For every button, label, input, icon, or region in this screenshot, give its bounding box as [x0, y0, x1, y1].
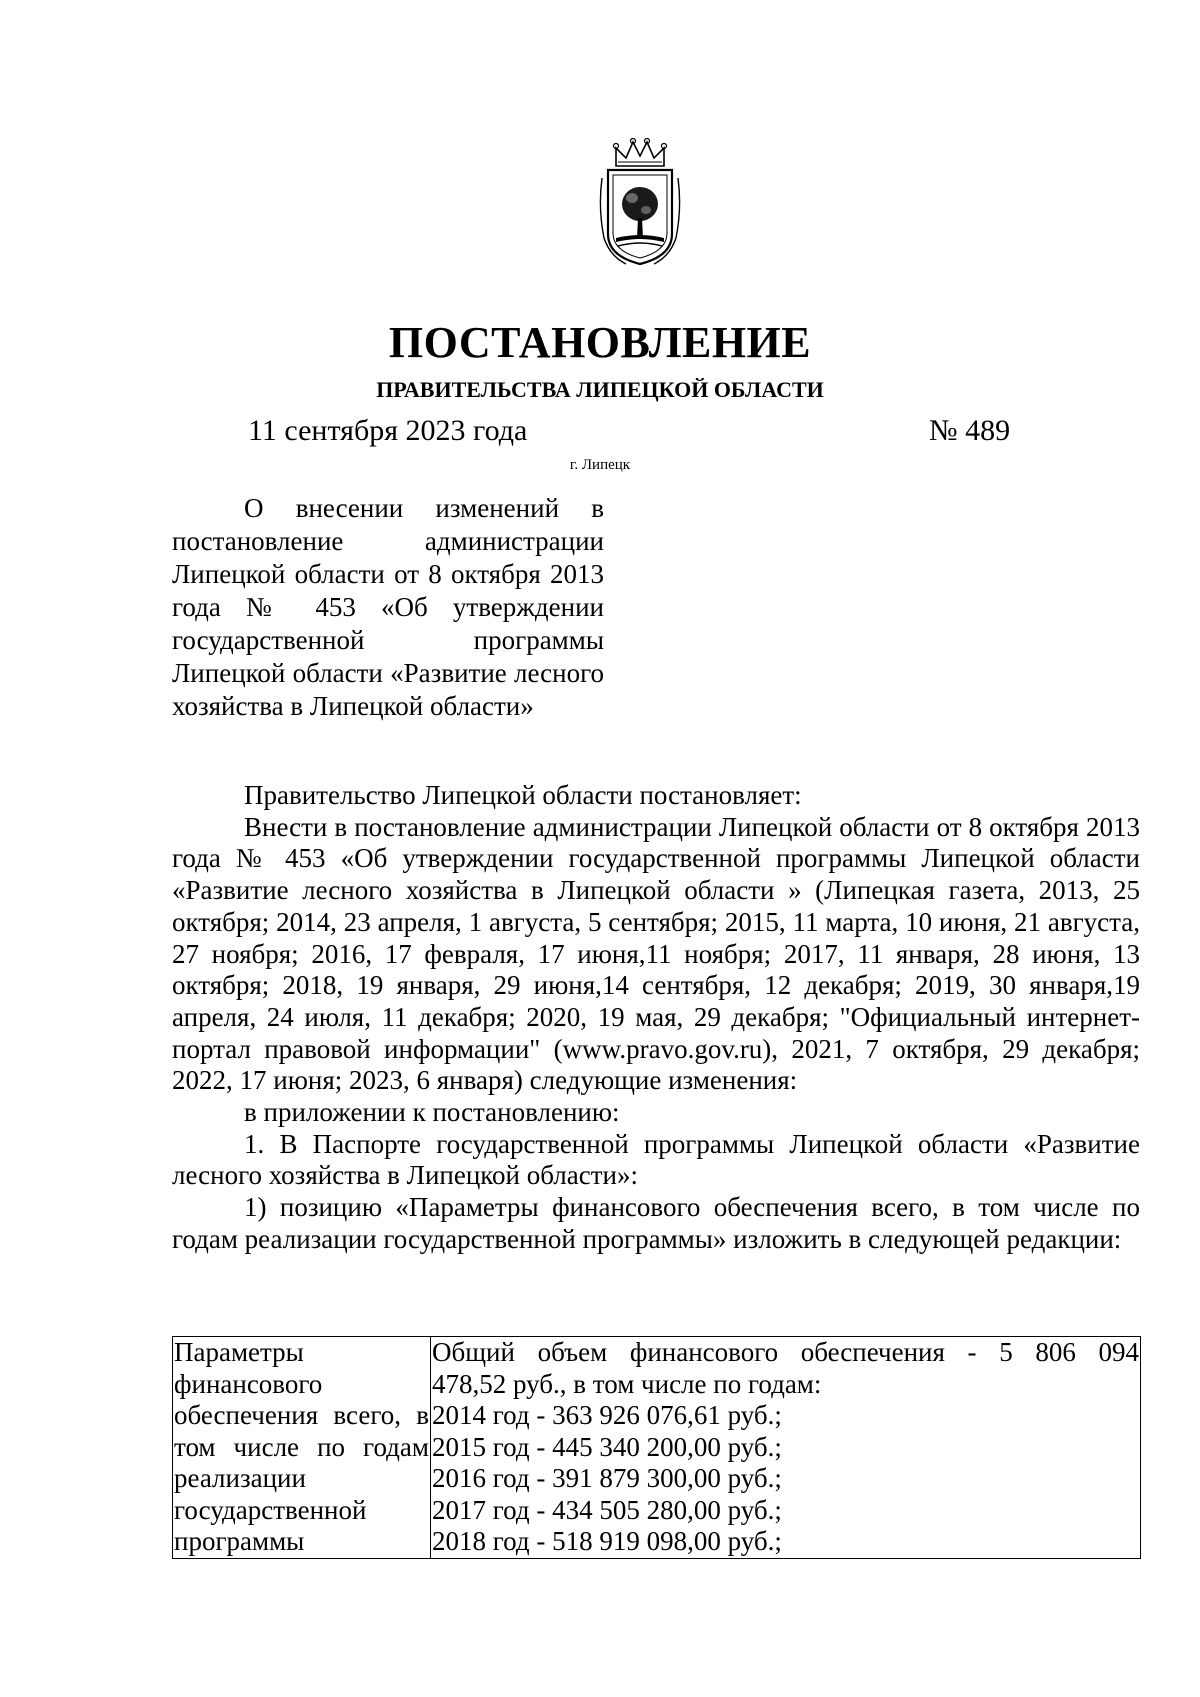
document-date: 11 сентября 2023 года: [248, 414, 528, 447]
document-issuer: ПРАВИТЕЛЬСТВА ЛИПЕЦКОЙ ОБЛАСТИ: [376, 377, 824, 402]
body-paragraph: Внести в постановление администрации Липецкой области от 8 октября 2013 года № 453 «Об утверждении государственной программы Липецкой области «Развитие лесного хозяйства в Липецкой области » (Липецкая газета, 2013, 25 октября; 2014, 23 апреля, 1 августа, 5 сентября; 2015, 11 марта, 10 июня, 21 августа, 27 ноября; 2016, 17 февраля, 17 июня,11 ноября; 2017, 11 января, 28 июня, 13 октября; 2018, 19 января, 29 июня,14 сентября, 12 декабря; 2019, 30 января,19 апреля, 24 июля, 11 декабря; 2020, 19 мая, 29 декабря; "Официальный интернет-портал правовой информации" (www.pravo.gov.ru), 2021, 7 октября, 29 декабря; 2022, 17 июня; 2023, 6 января) следующие изменения:: [172, 811, 1140, 1096]
year-line: 2016 год - 391 879 300,00 руб.;: [432, 1463, 782, 1493]
value-cell: [431, 1337, 1141, 1559]
document-body: [172, 780, 1140, 1256]
document-subject: О внесении изменений в постановление администрации Липецкой области от 8 октября 2013 года № 453 «Об утверждении государственной программы Липецкой области «Развитие лесного хозяйства в Липецкой области»: [172, 493, 604, 721]
table-row: [173, 1337, 1141, 1559]
year-line: 2015 год - 445 340 200,00 руб.;: [432, 1431, 782, 1462]
body-paragraph: 1. В Паспорте государственной программы Липецкой области «Развитие лесного хозяйства в Липецкой области»:: [172, 1128, 1140, 1191]
year-line: 2017 год - 434 505 280,00 руб.;: [432, 1494, 782, 1525]
year-line: 2018 год - 518 919 098,00 руб.;: [432, 1526, 782, 1556]
total-line: 478,52 руб., в том числе по годам:: [432, 1368, 822, 1399]
year-line: 2014 год - 363 926 076,61 руб.;: [432, 1400, 782, 1430]
body-paragraph: в приложении к постановлению:: [244, 1097, 620, 1128]
passport-table: [172, 1336, 1141, 1559]
document-number: № 489: [929, 414, 1011, 447]
total-line: Общий объем финансового обеспечения - 5 806 094: [432, 1337, 1139, 1367]
lipetsk-oblast-coat-of-arms-icon: [596, 138, 684, 270]
parameter-cell: Параметры финансового обеспечения всего, в том числе по годам реализации государственной программы: [174, 1337, 429, 1556]
body-paragraph: Правительство Липецкой области постановляет:: [244, 780, 802, 810]
document-title: ПОСТАНОВЛЕНИЕ: [388, 318, 812, 367]
document-city: г. Липецк: [569, 457, 631, 473]
body-paragraph: 1) позицию «Параметры финансового обеспечения всего, в том числе по годам реализации государственной программы» изложить в следующей редакции:: [172, 1192, 1140, 1254]
